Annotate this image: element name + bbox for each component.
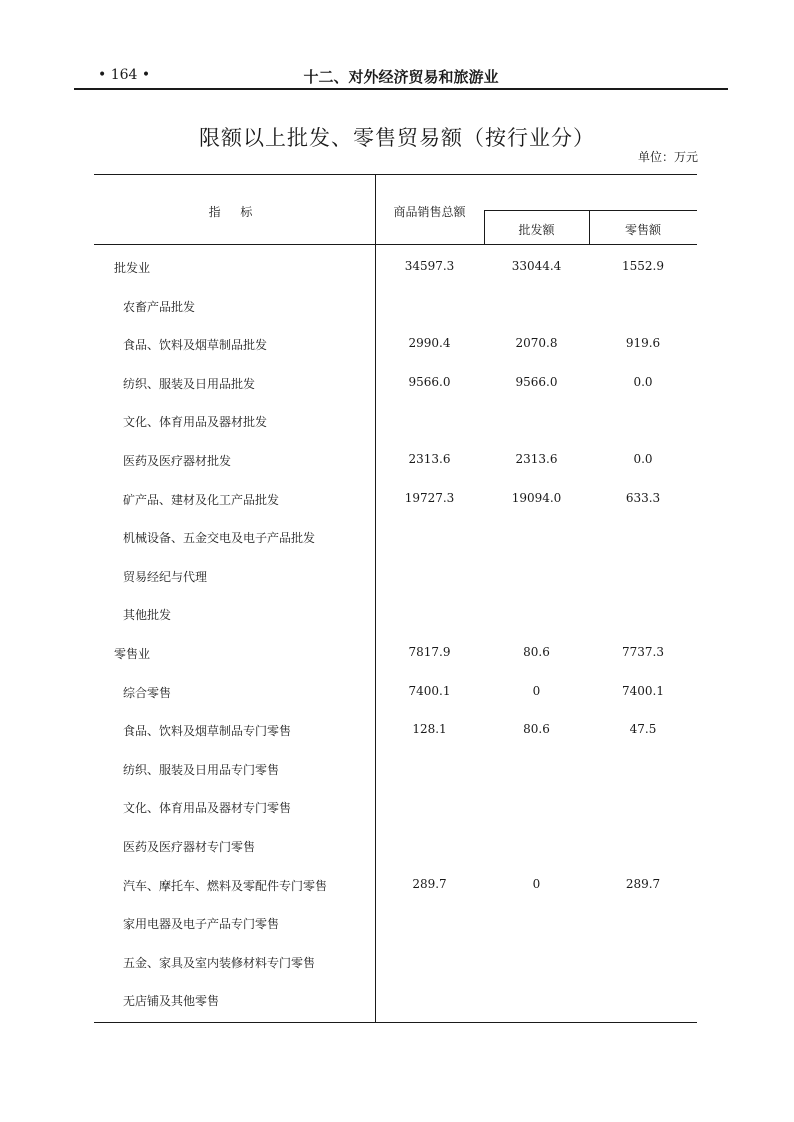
unit-label: 单位：万元 xyxy=(637,150,698,164)
row-total-sales: 19727.3 xyxy=(404,490,455,505)
row-indicator: 文化、体育用品及器材批发 xyxy=(123,415,268,430)
row-wholesale: 9566.0 xyxy=(515,374,558,389)
row-wholesale: 80.6 xyxy=(523,722,550,737)
table-row xyxy=(94,375,697,395)
row-total-sales: 34597.3 xyxy=(404,259,455,273)
table-row xyxy=(94,877,697,897)
column-header-wholesale: 批发额 xyxy=(518,223,555,237)
row-wholesale: 2313.6 xyxy=(515,452,558,466)
header-divider xyxy=(94,244,697,245)
row-total-sales: 2990.4 xyxy=(408,336,451,351)
subheader-divider xyxy=(484,210,697,211)
row-indicator: 医药及医疗器材批发 xyxy=(123,454,232,468)
row-retail: 0.0 xyxy=(633,374,653,389)
row-wholesale: 0 xyxy=(532,683,541,698)
row-indicator: 纺织、服装及日用品专门零售 xyxy=(123,762,280,777)
row-retail: 633.3 xyxy=(625,490,661,505)
table-row xyxy=(94,452,697,472)
table-row xyxy=(94,799,697,819)
row-retail: 0.0 xyxy=(633,452,653,466)
table-row xyxy=(94,992,697,1012)
row-wholesale: 33044.4 xyxy=(511,259,562,273)
table-row xyxy=(94,606,697,626)
row-retail: 289.7 xyxy=(625,876,661,891)
row-total-sales: 9566.0 xyxy=(408,374,451,389)
column-header-total-sales: 商品销售总额 xyxy=(393,205,466,219)
row-retail: 47.5 xyxy=(629,722,657,737)
row-indicator: 无店铺及其他零售 xyxy=(123,994,220,1009)
row-indicator: 批发业 xyxy=(114,261,151,275)
table-row xyxy=(94,761,697,781)
table-row xyxy=(94,298,697,318)
table-row xyxy=(94,838,697,858)
row-total-sales: 128.1 xyxy=(412,722,447,737)
table-row xyxy=(94,645,697,665)
row-indicator: 家用电器及电子产品专门零售 xyxy=(123,917,280,932)
column-header-retail: 零售额 xyxy=(624,223,661,237)
row-indicator: 综合零售 xyxy=(123,685,172,700)
row-retail: 919.6 xyxy=(625,336,661,351)
row-retail: 7400.1 xyxy=(622,683,664,698)
page-header xyxy=(74,64,728,90)
table-row xyxy=(94,491,697,511)
table-row xyxy=(94,259,697,279)
row-indicator: 五金、家具及室内装修材料专门零售 xyxy=(123,955,316,970)
row-total-sales: 7817.9 xyxy=(408,645,451,659)
row-retail: 7737.3 xyxy=(622,645,664,659)
chapter-title: 十二、对外经济贸易和旅游业 xyxy=(303,68,499,86)
row-indicator: 文化、体育用品及器材专门零售 xyxy=(123,801,292,816)
table-row xyxy=(94,915,697,935)
row-total-sales: 7400.1 xyxy=(408,683,451,698)
row-indicator: 食品、饮料及烟草制品批发 xyxy=(123,338,268,353)
row-indicator: 食品、饮料及烟草制品专门零售 xyxy=(123,724,292,739)
page-number: • 164 • xyxy=(98,67,151,83)
table-row xyxy=(94,336,697,356)
row-retail: 1552.9 xyxy=(622,259,664,273)
row-indicator: 机械设备、五金交电及电子产品批发 xyxy=(123,531,316,546)
row-wholesale: 0 xyxy=(532,876,541,891)
column-header-indicator: 指 标 xyxy=(208,205,261,219)
table-row xyxy=(94,568,697,588)
row-indicator: 其他批发 xyxy=(123,608,172,623)
row-indicator: 矿产品、建材及化工产品批发 xyxy=(123,492,280,507)
row-wholesale: 80.6 xyxy=(523,645,550,659)
row-indicator: 农畜产品批发 xyxy=(123,299,196,314)
table-row xyxy=(94,954,697,974)
table-row xyxy=(94,684,697,704)
row-indicator: 零售业 xyxy=(114,647,151,661)
row-wholesale: 19094.0 xyxy=(511,490,562,505)
row-indicator: 纺织、服装及日用品批发 xyxy=(123,376,256,391)
row-wholesale: 2070.8 xyxy=(515,336,558,351)
table-row xyxy=(94,722,697,742)
row-total-sales: 289.7 xyxy=(412,876,447,891)
table-row xyxy=(94,529,697,549)
row-indicator: 医药及医疗器材专门零售 xyxy=(123,840,256,854)
trade-table xyxy=(94,174,697,1023)
table-title: 限额以上批发、零售贸易额（按行业分） xyxy=(199,126,595,150)
row-total-sales: 2313.6 xyxy=(408,452,451,466)
row-indicator: 汽车、摩托车、燃料及零配件专门零售 xyxy=(123,878,328,893)
row-indicator: 贸易经纪与代理 xyxy=(123,569,208,584)
table-row xyxy=(94,413,697,433)
